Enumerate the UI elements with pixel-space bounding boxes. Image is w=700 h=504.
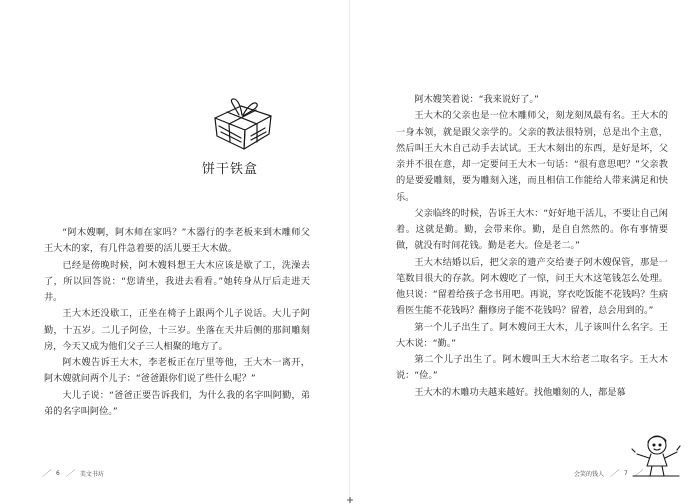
page-number: 6 [56, 470, 60, 477]
right-page [350, 0, 700, 504]
chapter-title: 饼干铁盒 [201, 162, 258, 177]
left-footer [42, 468, 104, 479]
crop-mark-icon [346, 497, 354, 503]
footer-slash: ／ [65, 469, 74, 478]
paragraph: 第二个儿子出生了。阿木嫂叫王大木给老二取名字。王大木说：“俭。” [396, 354, 668, 382]
child-doodle-illustration [627, 432, 683, 478]
footer-slash: ／ [610, 469, 619, 478]
paragraph: 已经是傍晚时候，阿木嫂料想王大木应该是歇了工，洗澡去了，所以回答说：“您请坐，我进去看看。”她转身从厅后走进天井。 [44, 259, 310, 303]
paragraph: 王大木的木雕功夫越来越好。找他雕刻的人，都是慕 [414, 386, 626, 398]
page-number: 7 [624, 470, 628, 477]
paragraph: 第一个儿子出生了。阿木嫂问王大木，儿子该叫什么名字。王大木说：“勤。” [396, 321, 668, 349]
footer-slash: ／ [633, 469, 642, 478]
footer-slash: ／ [42, 469, 50, 478]
paragraph: 阿木嫂告诉王大木，李老板正在厅里等他，王大木一离开，阿木嫂就问两个儿子：“爸爸跟你们说了些什么呢？” [44, 357, 310, 385]
paragraph: 王大木还没歇工，正坐在椅子上跟两个儿子说话。大儿子阿勤，十五岁。二儿子阿俭，十三岁。坐落在天井后侧的那间雕刻房，今天又成为他们父子三人相聚的地方了。 [44, 308, 310, 352]
running-title: 会笑的钱人 [574, 471, 605, 478]
paragraph: “阿木嫂啊，阿木师在家吗？”木器行的李老板来到木雕师父王大木的家，有几件急着要的活儿要王大木做。 [44, 227, 310, 255]
paragraph: 父亲临终的时候，告诉王大木：“好好地干活儿，不要让自己闲着。这就是勤。勤，会带来你。勤，是自自然然的。你有事情要做，就没有时间花钱。勤是老大。俭是老二。” [396, 207, 668, 252]
gift-box-illustration [211, 96, 275, 152]
paragraph: 大儿子说：“爸爸正要告诉我们，为什么我的名字叫阿勤，弟弟的名字叫阿俭。” [44, 389, 310, 417]
left-body-text [44, 225, 310, 420]
paragraph: 王大木结婚以后，把父亲的遗产交给妻子阿木嫂保管，那是一笔数目很大的存款。阿木嫂吃了一惊，问王大木这笔钱怎么处理。他只说：“留着给孩子念书用吧。再说，穿衣吃饭能不花钱吗？生病看医生能不花钱吗？翻修房子能不花钱吗？留着，总会用到的。” [396, 256, 668, 317]
paragraph: 阿木嫂笑着说：“我来说好了。” [414, 94, 539, 105]
paragraph: 王大木的父亲也是一位木雕师父，刻龙刻凤最有名。王大木的一身本领，就是跟父亲学的。父亲的教法很特别，总是出个主意，然后叫王大木自己动手去试试。王大木刻出的东西，是好是坏，父亲并不很在意，却一定要问王大木一句话：“很有意思吧？”父亲教的是要爱雕刻，要为雕刻入迷，而且相信工作能给人带来满足和快乐。 [396, 110, 668, 203]
running-title: 美文书坊 [79, 471, 104, 478]
left-page [0, 0, 349, 504]
right-body-text [396, 92, 668, 401]
